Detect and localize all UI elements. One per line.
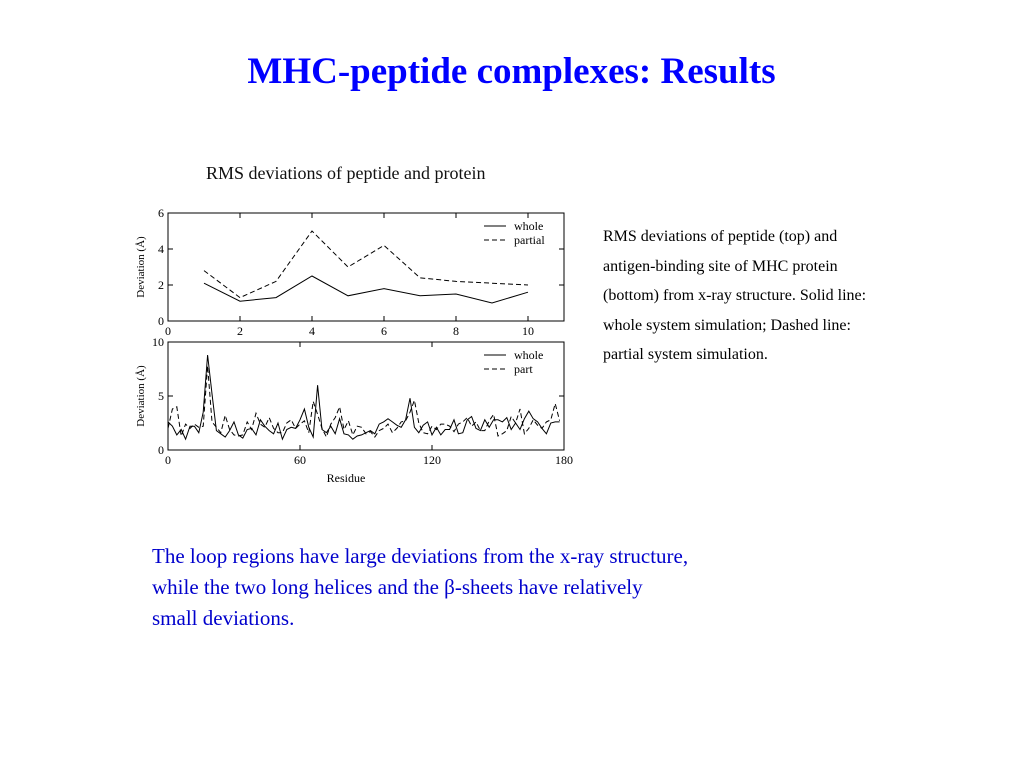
plot-frame <box>168 213 564 321</box>
x-tick-label: 4 <box>309 324 315 338</box>
x-tick-label: 8 <box>453 324 459 338</box>
series-line-whole <box>168 355 560 439</box>
legend-label-whole: whole <box>514 348 544 362</box>
summary-line: small deviations. <box>152 606 295 630</box>
x-tick-label: 0 <box>165 324 171 338</box>
figure-caption <box>603 222 963 370</box>
y-tick-label: 5 <box>158 389 164 403</box>
caption-line: partial system simulation. <box>603 346 768 363</box>
legend-label-whole: whole <box>514 219 544 233</box>
y-tick-label: 0 <box>158 443 164 457</box>
caption-line: (bottom) from x-ray structure. Solid line: <box>603 287 867 304</box>
legend-label-partial: partial <box>514 233 545 247</box>
caption-line: antigen-binding site of MHC protein <box>603 257 838 275</box>
caption-line: whole system simulation; Dashed line: <box>603 316 851 334</box>
chart-panel-peptide <box>135 206 564 338</box>
x-tick-label: 0 <box>165 453 171 467</box>
series-line-part <box>168 366 560 437</box>
x-tick-label: 2 <box>237 324 243 338</box>
summary-text <box>152 541 852 634</box>
y-tick-label: 4 <box>158 242 164 256</box>
series-line-whole <box>204 276 528 303</box>
y-tick-label: 10 <box>152 335 164 349</box>
slide-title: MHC-peptide complexes: Results <box>247 51 776 92</box>
y-axis-label: Deviation (Å) <box>135 365 147 427</box>
x-tick-label: 120 <box>423 453 441 467</box>
caption-line: RMS deviations of peptide (top) and <box>603 228 838 245</box>
series-line-partial <box>204 231 528 298</box>
rms-deviation-figure <box>128 205 588 490</box>
x-tick-label: 60 <box>294 453 306 467</box>
chart-panel-protein <box>135 335 573 485</box>
x-tick-label: 10 <box>522 324 534 338</box>
figure-title: RMS deviations of peptide and protein <box>206 163 486 183</box>
summary-line: The loop regions have large deviations from the x-ray structure, <box>152 544 689 568</box>
x-tick-label: 6 <box>381 324 387 338</box>
x-axis-label: Residue <box>326 471 366 485</box>
summary-line: while the two long helices and the β-sheets have relatively <box>152 575 643 599</box>
x-tick-label: 180 <box>555 453 573 467</box>
y-tick-label: 0 <box>158 314 164 328</box>
y-tick-label: 2 <box>158 278 164 292</box>
y-tick-label: 6 <box>158 206 164 220</box>
legend-label-part: part <box>514 362 533 376</box>
y-axis-label: Deviation (Å) <box>135 236 147 298</box>
